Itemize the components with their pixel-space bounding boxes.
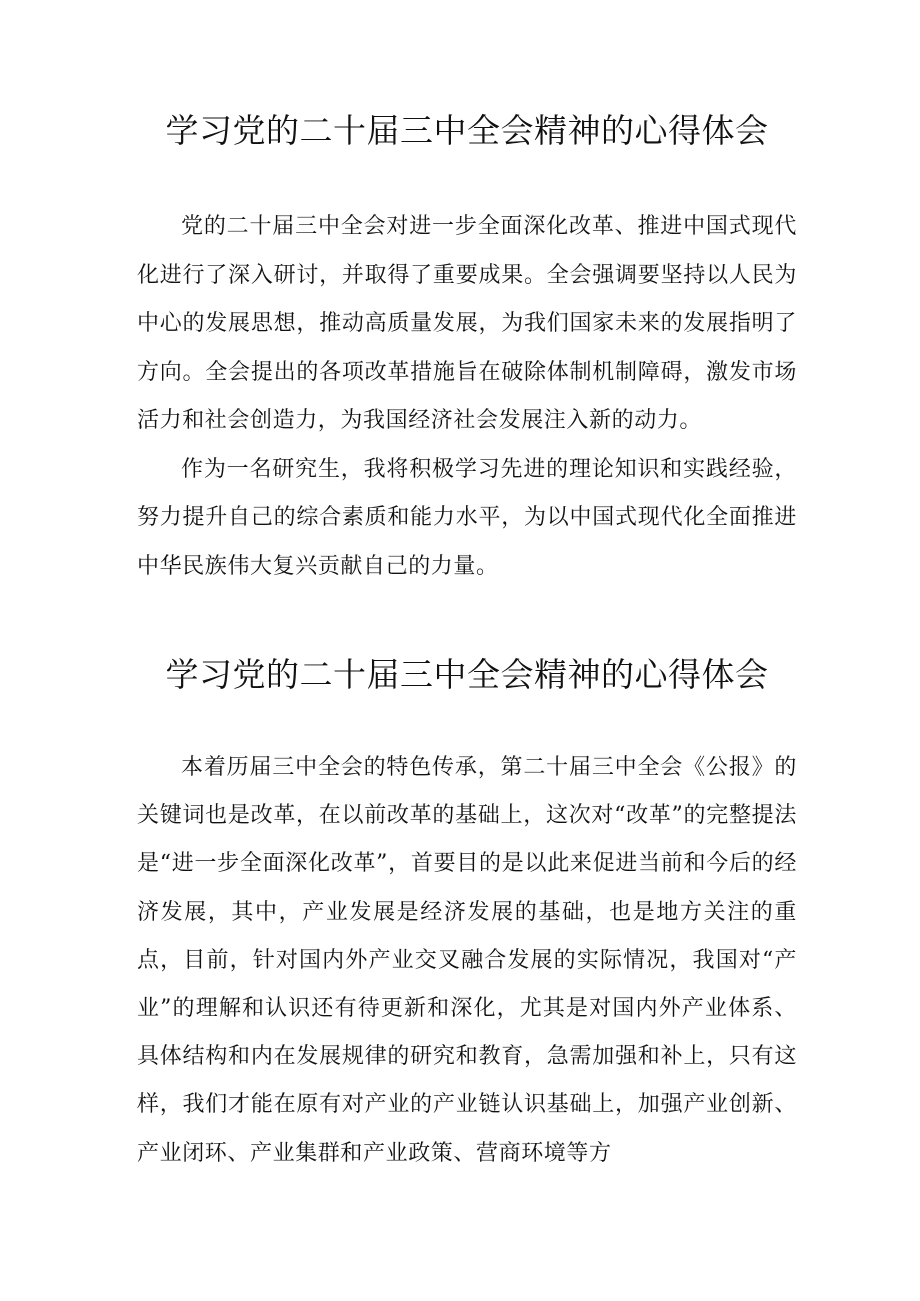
essay-title: 学习党的二十届三中全会精神的心得体会 xyxy=(165,655,769,694)
essay-title: 学习党的二十届三中全会精神的心得体会 xyxy=(165,111,769,150)
essay-paragraph: 本着历届三中全会的特色传承，第二十届三中全会《公报》的关键词也是改革，在以前改革的基础上，这次对“改革”的完整提法是“进一步全面深化改革”，首要目的是以此来促进当前和今后的经济发展，其中，产业发展是经济发展的基础，也是地方关注的重点，目前，针对国内外产业交叉融合发展的实际情况，我国对“产业”的理解和认识还有待更新和深化，尤其是对国内外产业体系、具体结构和内在发展规律的研究和教育，急需加强和补上，只有这样，我们才能在原有对产业的产业链认识基础上，加强产业创新、产业闭环、产业集群和产业政策、营商环境等方 xyxy=(137,755,797,1166)
essay-paragraph: 党的二十届三中全会对进一步全面深化改革、推进中国式现代化进行了深入研讨，并取得了重要成果。全会强调要坚持以人民为中心的发展思想，推动高质量发展，为我们国家未来的发展指明了方向。全会提出的各项改革措施旨在破除体制机制障碍，激发市场活力和社会创造力，为我国经济社会发展注入新的动力。 xyxy=(137,214,797,433)
essay-section-1 xyxy=(137,108,797,591)
essay-paragraph: 作为一名研究生，我将积极学习先进的理论知识和实践经验，努力提升自己的综合素质和能力水平，为以中国式现代化全面推进中华民族伟大复兴贡献自己的力量。 xyxy=(137,456,797,579)
essay-section-2 xyxy=(137,652,797,1178)
